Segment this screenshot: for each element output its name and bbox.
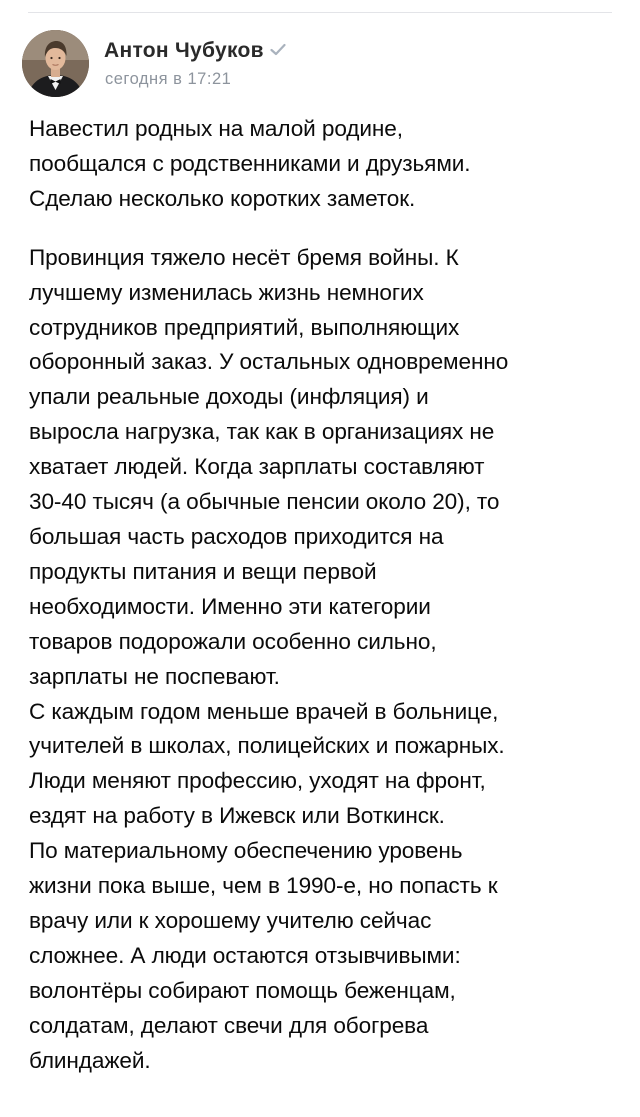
text-line: Сделаю несколько коротких заметок. (29, 185, 416, 211)
text-line: необходимости. Именно эти категории (29, 593, 431, 619)
paragraph-2 (29, 241, 619, 1079)
text-line: врачу или к хорошему учителю сейчас (29, 907, 432, 933)
text-line: Провинция тяжело несёт бремя войны. К (29, 244, 459, 270)
text-line: солдатам, делают свечи для обогрева (29, 1012, 429, 1038)
paragraph-1 (29, 112, 619, 217)
text-line: ездят на работу в Ижевск или Воткинск. (29, 803, 445, 829)
text-line: продукты питания и вещи первой (29, 558, 377, 584)
text-line: сотрудников предприятий, выполняющих (29, 314, 460, 340)
text-line: жизни пока выше, чем в 1990-е, но попасть к (29, 873, 498, 899)
verified-check-icon (270, 38, 286, 62)
author-name[interactable]: Антон Чубуков (104, 39, 264, 62)
top-divider (28, 12, 612, 13)
text-line: оборонный заказ. У остальных одновременно (29, 349, 509, 375)
text-line: Навестил родных на малой родине, (29, 116, 403, 141)
author-name-row (104, 38, 286, 63)
text-line: По материальному обеспечению уровень (29, 838, 463, 864)
text-line: лучшему изменилась жизнь немногих (29, 279, 424, 305)
text-line: блиндажей. (29, 1047, 151, 1073)
post-text (29, 112, 619, 1078)
paragraph-gap (29, 217, 619, 241)
text-line: большая часть расходов приходится на (29, 523, 444, 549)
text-line: 30-40 тысяч (а обычные пенсии около 20), то (29, 489, 500, 515)
text-line: волонтёры собирают помощь беженцам, (29, 977, 456, 1003)
avatar[interactable] (22, 30, 89, 97)
text-line: Люди меняют профессию, уходят на фронт, (29, 768, 486, 794)
text-line: зарплаты не поспевают. (29, 663, 280, 689)
text-line: хватает людей. Когда зарплаты составляют (29, 454, 485, 480)
post-date[interactable]: сегодня в 17:21 (105, 70, 232, 88)
text-line: С каждым годом меньше врачей в больнице, (29, 698, 499, 724)
text-line: упали реальные доходы (инфляция) и (29, 384, 429, 410)
post-header (22, 30, 618, 98)
text-line: учителей в школах, полицейских и пожарных. (29, 733, 505, 759)
text-line: товаров подорожали особенно сильно, (29, 628, 437, 654)
text-line: сложнее. А люди остаются отзывчивыми: (29, 942, 461, 968)
text-line: выросла нагрузка, так как в организациях не (29, 419, 495, 445)
text-line: пообщался с родственниками и друзьями. (29, 150, 471, 176)
